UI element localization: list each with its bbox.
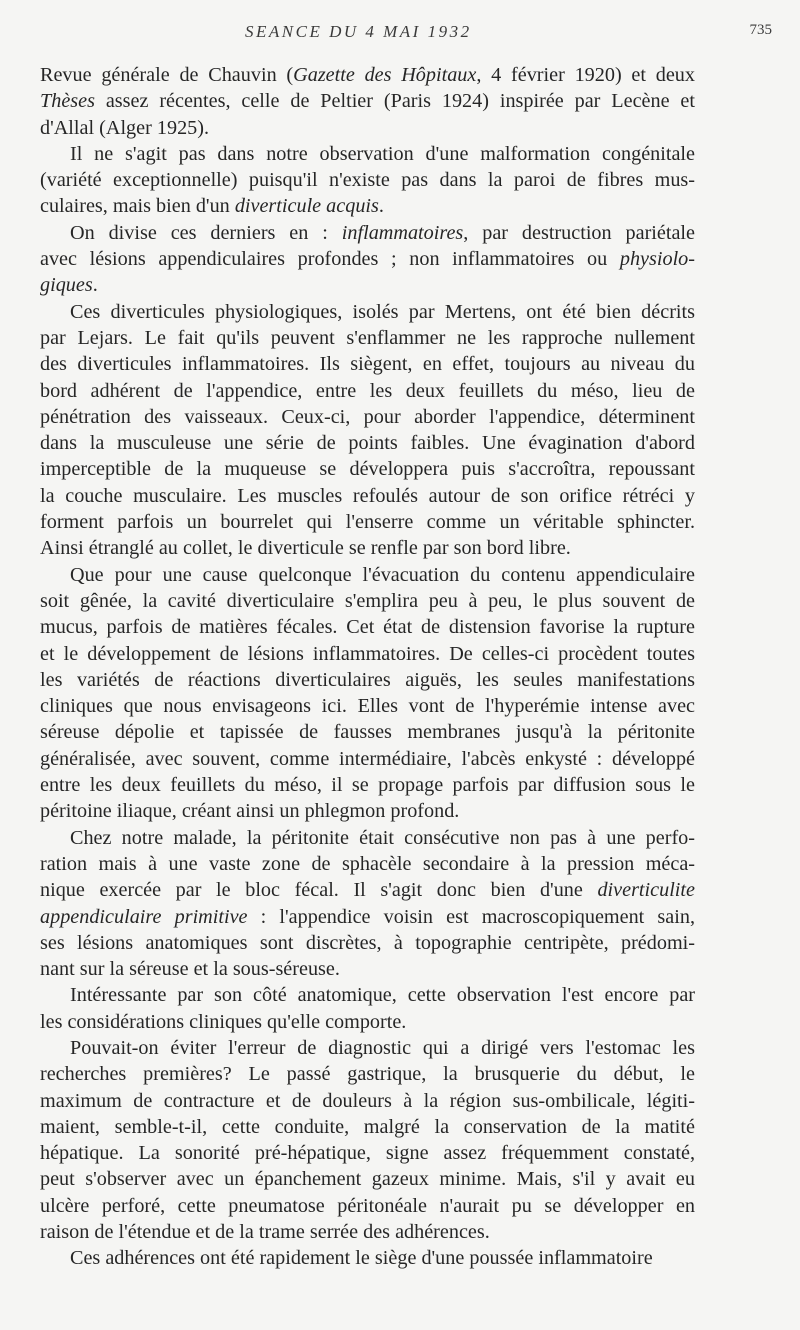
body-text [40,62,695,1272]
text-line: imperceptible de la muqueuse se développera puis s'accroîtra, repoussant [40,458,695,481]
text-line: bord adhérent de l'appendice, entre les deux feuillets du méso, lieu de [40,379,695,402]
text-line: Que pour une cause quelconque l'évacuation du contenu appendiculaire [70,563,695,586]
text-line: culaires, mais bien d'un diverticule acquis. [40,195,384,218]
text-line: par Lejars. Le fait qu'ils peuvent s'enflammer ne les rapproche nullement [40,326,695,349]
text-line: Ces diverticules physiologiques, isolés par Mertens, ont été bien décrits [70,300,695,323]
text-line: Thèses assez récentes, celle de Peltier (Paris 1924) inspirée par Lecène et [40,90,695,113]
text-line: recherches premières? Le passé gastrique, la brusquerie du début, le [40,1063,695,1086]
text-line: Ces adhérences ont été rapidement le siège d'une poussée inflammatoire [70,1247,653,1270]
text-line: péritoine iliaque, créant ainsi un phlegmon profond. [40,800,460,823]
text-line: (variété exceptionnelle) puisqu'il n'existe pas dans la paroi de fibres mus- [40,169,695,192]
text-line: ulcère perforé, cette pneumatose péritonéale n'aurait pu se développer en [40,1194,695,1217]
text-line: hépatique. La sonorité pré-hépatique, signe assez fréquemment constaté, [40,1142,695,1165]
text-line: Chez notre malade, la péritonite était consécutive non pas à une perfo- [70,826,695,849]
text-line: soit gênée, la cavité diverticulaire s'emplira peu à peu, le plus souvent de [40,589,695,612]
text-line: des diverticules inflammatoires. Ils siègent, en effet, toujours au niveau du [40,353,695,376]
text-line: d'Allal (Alger 1925). [40,116,210,139]
text-line: entre les deux feuillets du méso, il se propage parfois par diffusion sous le [40,774,695,797]
text-line: Revue générale de Chauvin (Gazette des Hôpitaux, 4 février 1920) et deux [40,64,695,86]
text-line: ration mais à une vaste zone de sphacèle secondaire à la pression méca- [40,852,695,875]
text-line: appendiculaire primitive : l'appendice voisin est macroscopiquement sain, [40,905,696,928]
running-title: SEANCE DU 4 MAI 1932 [245,22,472,41]
text-line: et le développement de lésions inflammatoires. De celles-ci procèdent toutes [40,642,695,665]
text-line: On divise ces derniers en : inflammatoires, par destruction pariétale [70,221,695,244]
text-line: maximum de contracture et de douleurs à la région sus-ombilicale, légiti- [40,1089,695,1112]
text-line: pénétration des vaisseaux. Ceux-ci, pour aborder l'appendice, déterminent [40,405,695,428]
text-line: Il ne s'agit pas dans notre observation d'une malformation congénitale [70,142,695,165]
text-line: dans la musculeuse une série de points faibles. Une évagination d'abord [40,432,695,455]
text-line: Intéressante par son côté anatomique, cette observation l'est encore par [70,984,695,1007]
text-line: forment parfois un bourrelet qui l'enserre comme un véritable sphincter. [40,511,695,534]
text-line: maient, semble-t-il, cette conduite, malgré la conservation de la matité [40,1115,695,1138]
running-header [0,18,800,46]
text-line: ses lésions anatomiques sont discrètes, à topographie centripète, prédomi- [40,931,695,954]
text-line: avec lésions appendiculaires profondes ; non inflammatoires ou physiolo- [40,248,695,271]
page-number: 735 [749,22,772,38]
text-line: peut s'observer avec un épanchement gazeux minime. Mais, s'il y avait eu [40,1168,695,1191]
text-line: nant sur la séreuse et la sous-séreuse. [40,958,340,981]
text-line: raison de l'étendue et de la trame serrée des adhérences. [40,1221,490,1244]
text-line: les variétés de réactions diverticulaires aiguës, les seules manifestations [40,668,695,691]
text-line: la couche musculaire. Les muscles refoulés autour de son orifice rétréci y [40,484,695,507]
text-line: Pouvait-on éviter l'erreur de diagnostic qui a dirigé vers l'estomac les [70,1036,695,1059]
text-line: nique exercée par le bloc fécal. Il s'agit donc bien d'une diverticulite [40,879,695,902]
text-line: généralisée, avec souvent, comme intermédiaire, l'abcès enkysté : développé [40,747,695,770]
text-line: mucus, parfois de matières fécales. Cet état de distension favorise la rupture [40,616,695,639]
text-line: giques. [40,274,98,297]
text-line: les considérations cliniques qu'elle comporte. [40,1010,407,1033]
text-line: séreuse dépolie et tapissée de fausses membranes jusqu'à la péritonite [40,721,695,744]
text-line: cliniques que nous envisageons ici. Elles vont de l'hyperémie intense avec [40,695,695,718]
text-line: Ainsi étranglé au collet, le diverticule se renfle par son bord libre. [40,537,571,560]
